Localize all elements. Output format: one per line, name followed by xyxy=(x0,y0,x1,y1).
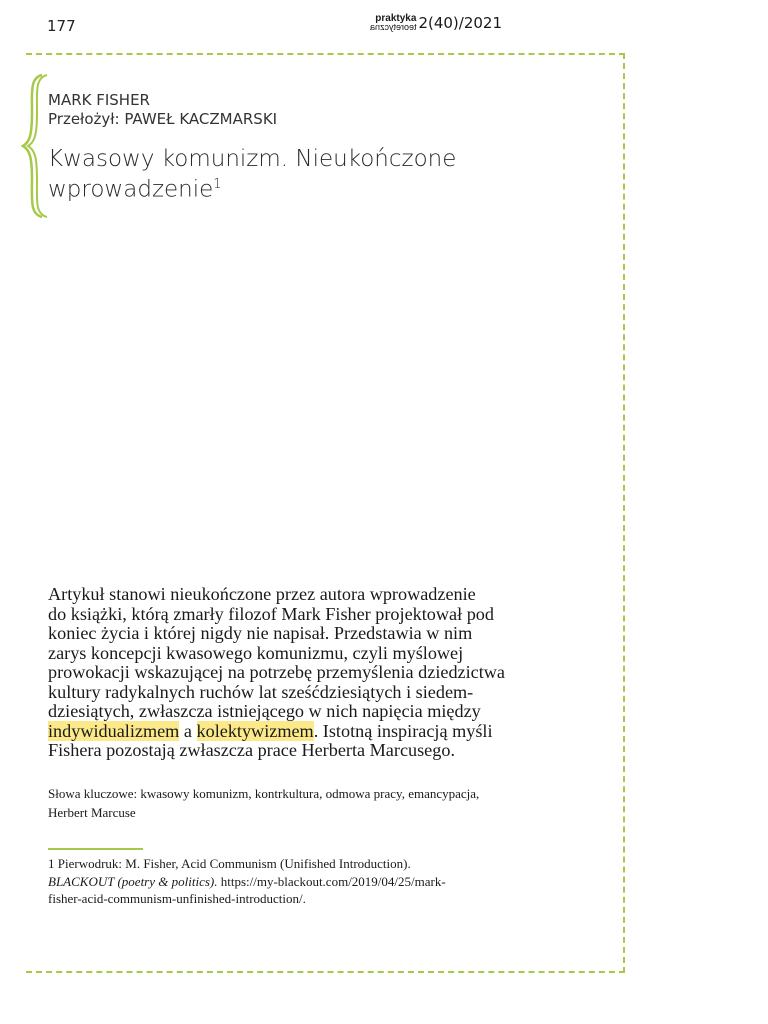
journal-logo-bottom: teoretyczna xyxy=(369,22,417,32)
abstract-line-end: . Istotną inspiracją myśli xyxy=(313,720,493,741)
keywords-line-2: Herbert Marcuse xyxy=(48,805,136,820)
abstract-line: dziesiątych, zwłaszcza istniejącego w nich napięcia między xyxy=(48,701,481,721)
highlight-individualism[interactable]: indywidualizmem xyxy=(48,720,180,741)
title-line-1: Kwasowy komunizm. Nieukończone xyxy=(48,146,457,172)
footnote xyxy=(48,855,538,908)
abstract-line: kultury radykalnych ruchów lat sześćdziesiątych i siedem- xyxy=(48,681,474,702)
abstract-line: do książki, którą zmarły filozof Mark Fisher projektował pod xyxy=(48,603,494,624)
abstract-line-highlighted xyxy=(48,722,538,742)
abstract-connector: a xyxy=(179,720,197,741)
journal-header xyxy=(370,14,502,32)
title-footnote-mark[interactable]: 1 xyxy=(213,177,222,192)
footnote-line-3[interactable]: fisher-acid-communism-unfinished-introduction/. xyxy=(48,891,306,906)
author-name: MARK FISHER xyxy=(48,91,150,109)
keywords-line-1: Słowa kluczowe: kwasowy komunizm, kontrkultura, odmowa pracy, emancypacja, xyxy=(48,786,480,801)
footnote-rule xyxy=(48,848,143,850)
title-line-2-text: wprowadzenie xyxy=(48,176,214,203)
title-line-2 xyxy=(48,172,456,203)
footnote-url[interactable]: https://my-blackout.com/2019/04/25/mark- xyxy=(217,873,446,889)
journal-logo xyxy=(370,14,417,32)
abstract-line: zarys koncepcji kwasowego komunizmu, czyli myślowej xyxy=(48,642,464,663)
highlight-collectivism[interactable]: kolektywizmem xyxy=(196,720,314,741)
abstract-line: koniec życia i której nigdy nie napisał. Przedstawia w nim xyxy=(48,623,473,643)
page-number: 177 xyxy=(47,17,76,35)
keywords xyxy=(48,784,538,822)
curly-brace-icon xyxy=(20,72,50,220)
journal-issue: 2(40)/2021 xyxy=(418,14,502,32)
footnote-line-2 xyxy=(48,873,538,891)
abstract-line: prowokacji wskazującej na potrzebę przemyślenia dziedzictwa xyxy=(48,662,505,682)
abstract xyxy=(48,585,538,761)
journal-logo-top: praktyka xyxy=(375,13,417,24)
abstract-line: Artykuł stanowi nieukończone przez autora wprowadzenie xyxy=(48,584,476,604)
translator-name: Przełożył: PAWEŁ KACZMARSKI xyxy=(48,110,278,128)
author-block xyxy=(48,91,277,129)
footnote-line-1: 1 Pierwodruk: M. Fisher, Acid Communism (Unifished Introduction). xyxy=(48,856,411,871)
article-title xyxy=(48,146,456,203)
abstract-line: Fishera pozostają zwłaszcza prace Herberta Marcusego. xyxy=(48,740,455,760)
footnote-source-title: BLACKOUT (poetry & politics). xyxy=(48,873,218,889)
